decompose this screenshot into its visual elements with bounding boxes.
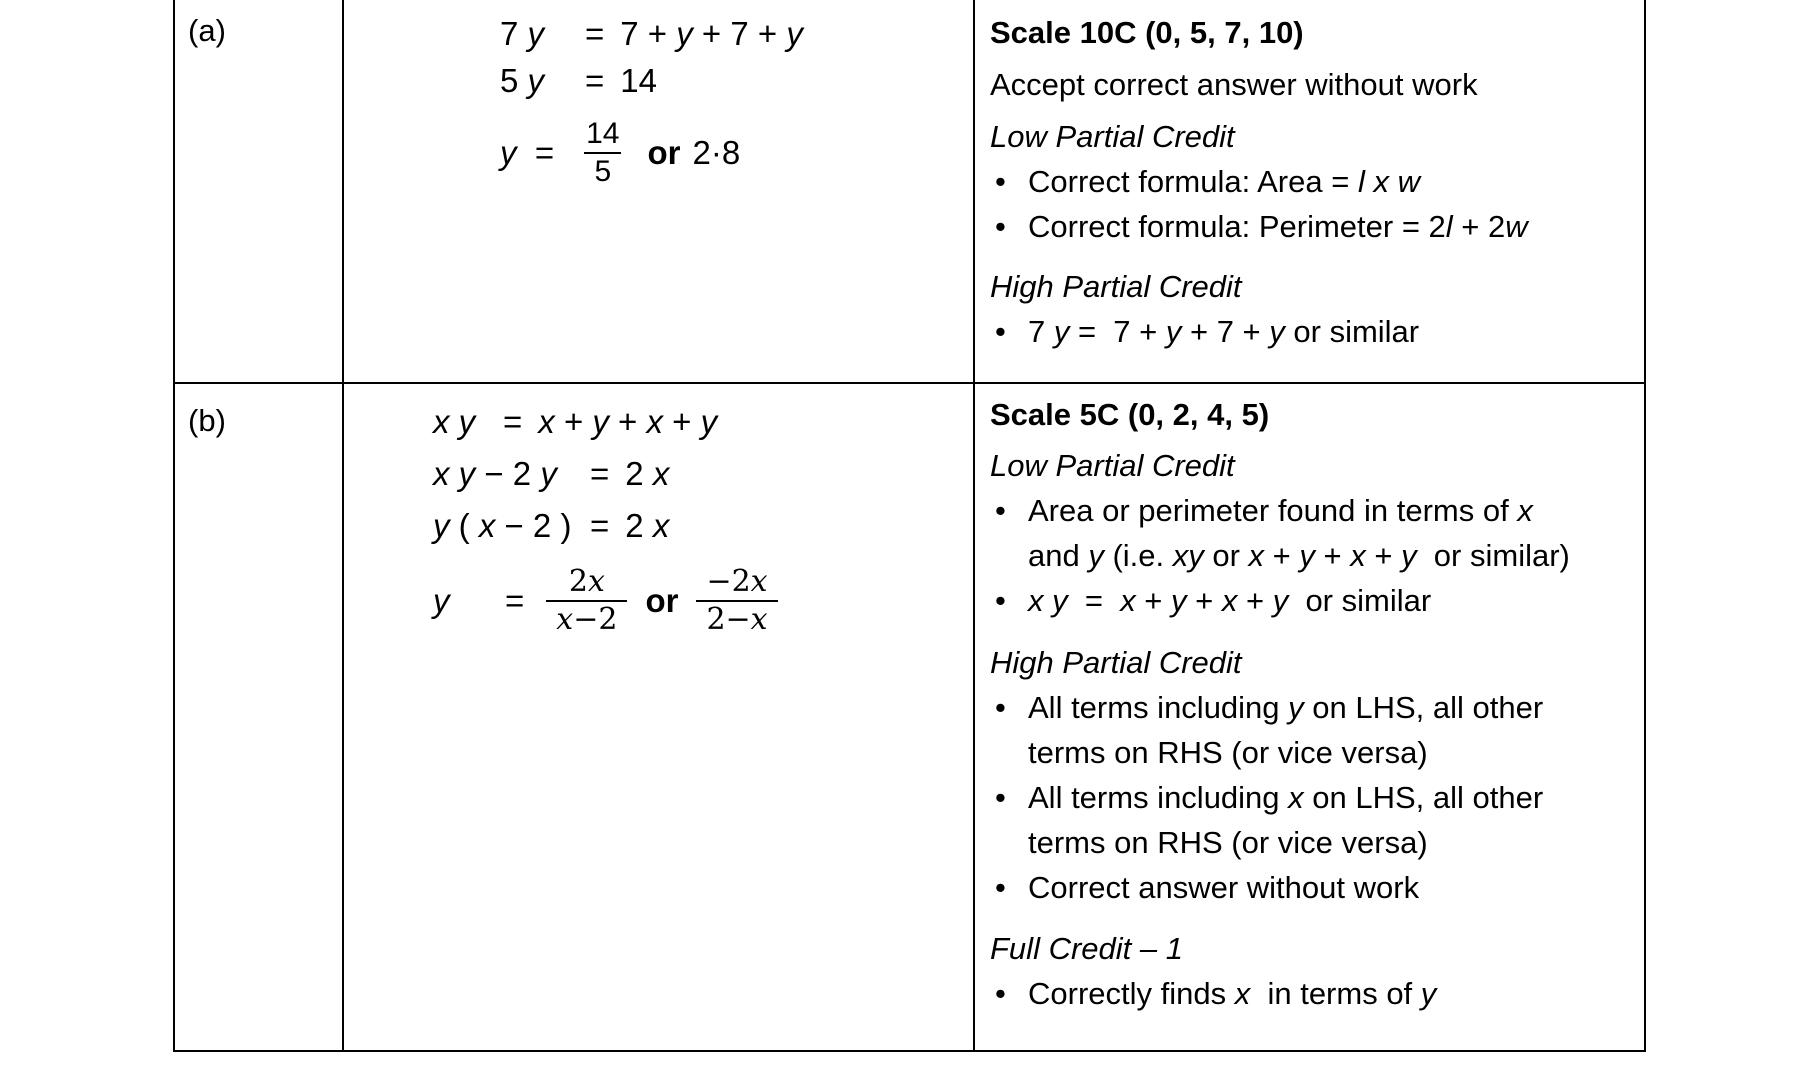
text-segment: y <box>1401 538 1417 573</box>
accept-note: Accept correct answer without work <box>990 67 1478 102</box>
equation-lhs <box>500 10 585 57</box>
text-segment: 2− <box>706 602 751 637</box>
low-partial-credit-heading: Low Partial Credit <box>990 119 1235 154</box>
text-segment: + <box>1365 538 1402 573</box>
text-segment <box>450 403 459 440</box>
equation-rhs <box>620 10 803 57</box>
text-segment: y <box>1420 976 1437 1011</box>
equation-a-1 <box>500 10 803 57</box>
text-segment: x <box>652 507 670 544</box>
equation-lhs <box>500 134 535 172</box>
fraction-denominator <box>696 600 777 638</box>
bullet-text <box>1028 159 1590 204</box>
text-segment <box>1389 164 1398 199</box>
bullet-item <box>990 971 1590 1016</box>
bullet-icon: • <box>995 780 1006 815</box>
text-segment: y <box>1299 538 1315 573</box>
text-segment: All terms including <box>1028 690 1289 725</box>
text-segment <box>450 455 459 492</box>
text-segment: y <box>433 582 450 619</box>
text-segment: y <box>1171 583 1187 618</box>
equation-rhs <box>620 57 657 104</box>
text-segment: y <box>458 455 476 492</box>
bullet-item <box>990 159 1590 204</box>
text-segment: + <box>1237 583 1273 618</box>
equation-rhs <box>538 396 717 448</box>
bullet-icon: • <box>995 690 1006 725</box>
text-segment: x <box>538 403 555 440</box>
bullet-item <box>990 775 1590 865</box>
bullet-text <box>1028 204 1590 249</box>
table-left-border <box>173 0 175 1052</box>
text-segment: y <box>1288 690 1304 725</box>
text-segment: on LHS, all other terms on RHS (or vice versa) <box>1028 780 1552 860</box>
fraction <box>696 564 777 638</box>
decimal-answer <box>693 134 741 172</box>
text-segment: x <box>1028 583 1044 618</box>
text-segment: y <box>500 134 517 171</box>
text-segment: and <box>1028 493 1542 573</box>
equation-rhs <box>625 448 669 500</box>
text-segment: x <box>1120 583 1136 618</box>
equation-b-1 <box>433 396 784 448</box>
bullet-item <box>990 488 1590 578</box>
fraction-numerator <box>559 564 615 600</box>
equation-a-2 <box>500 57 803 104</box>
text-segment: y <box>540 455 557 492</box>
bullet-icon: • <box>995 164 1006 199</box>
text-segment: + <box>608 403 647 440</box>
equation-b-4 <box>433 564 784 638</box>
text-segment: x <box>587 564 605 599</box>
text-segment: (i.e. <box>1103 538 1173 573</box>
table-bottom-border <box>173 1050 1646 1052</box>
text-segment: y <box>786 15 803 52</box>
text-segment: 2·8 <box>692 134 741 171</box>
fraction-denominator <box>584 152 621 190</box>
text-segment: 7 + <box>620 15 677 52</box>
fraction <box>576 116 629 190</box>
text-segment: 2 <box>568 564 588 599</box>
bullet-item <box>990 309 1590 354</box>
or-word: or <box>647 134 681 171</box>
text-segment <box>517 134 535 171</box>
bullet-text <box>1028 488 1590 578</box>
equals-sign: = <box>534 134 555 171</box>
text-segment: x <box>750 564 768 599</box>
text-segment: x <box>1221 583 1238 618</box>
equation-lhs <box>433 396 503 448</box>
text-segment: x <box>1248 538 1265 573</box>
equals-sign: = <box>590 455 610 492</box>
work-cell-b <box>433 396 784 638</box>
equation-lhs <box>433 500 590 552</box>
equation-b-2 <box>433 448 784 500</box>
bullet-item <box>990 578 1590 623</box>
bullet-item <box>990 865 1590 910</box>
bullet-text <box>1028 865 1590 910</box>
work-cell-a <box>500 10 803 190</box>
equals-sign: = <box>585 62 605 99</box>
text-segment: = <box>1067 583 1121 618</box>
text-segment <box>1044 583 1053 618</box>
bullet-text <box>1028 685 1590 775</box>
text-segment: Area or perimeter found in terms of <box>1028 493 1518 528</box>
bullet-icon: • <box>995 870 1006 905</box>
table-column-divider-2 <box>973 0 975 1052</box>
text-segment: + <box>1314 538 1351 573</box>
text-segment: 14 <box>586 117 620 150</box>
scale-heading: Scale 5C (0, 2, 4, 5) <box>990 397 1270 432</box>
text-segment: w <box>1397 164 1420 199</box>
text-segment: y <box>458 403 476 440</box>
low-partial-credit-heading: Low Partial Credit <box>990 448 1235 483</box>
equals-sign: = <box>585 15 605 52</box>
text-segment: or <box>1203 538 1249 573</box>
text-segment: 5 <box>500 62 528 99</box>
text-segment: on LHS, all other terms on RHS (or vice versa) <box>1028 690 1552 770</box>
text-segment: + <box>1264 538 1300 573</box>
text-segment: y <box>1269 314 1285 349</box>
or-word: or <box>645 582 679 619</box>
text-segment: ( <box>449 507 479 544</box>
text-segment: x <box>433 455 450 492</box>
text-segment: −2 <box>573 602 618 637</box>
scale-heading: Scale 10C (0, 5, 7, 10) <box>990 15 1304 50</box>
text-segment: − 2 ) <box>495 507 572 544</box>
bullet-icon: • <box>995 314 1006 349</box>
bullet-icon: • <box>995 976 1006 1011</box>
notes-cell-b <box>990 392 1590 1016</box>
text-segment: x <box>1350 538 1366 573</box>
text-segment: x <box>1373 164 1389 199</box>
equation-lhs <box>433 448 590 500</box>
equals-sign: = <box>590 507 610 544</box>
bullet-text <box>1028 309 1590 354</box>
text-segment: x <box>646 403 663 440</box>
text-segment: + 7 + <box>1181 314 1270 349</box>
bullet-icon: • <box>995 209 1006 244</box>
fraction-numerator <box>696 564 777 600</box>
text-segment: 5 <box>594 155 612 188</box>
notes-cell-a <box>990 10 1590 354</box>
text-segment: y <box>1052 583 1068 618</box>
text-segment: Correct answer without work <box>1028 870 1420 905</box>
text-segment: l <box>1357 164 1365 199</box>
text-segment: 7 <box>500 15 528 52</box>
text-segment: + <box>663 403 701 440</box>
text-segment: + 2 <box>1452 209 1506 244</box>
bullet-text <box>1028 775 1590 865</box>
text-segment: 2 <box>625 507 653 544</box>
text-segment: −2 <box>706 564 751 599</box>
text-segment: 14 <box>620 62 657 99</box>
text-segment: + <box>554 403 593 440</box>
text-segment: + <box>1135 583 1172 618</box>
text-segment: or similar <box>1284 314 1420 349</box>
text-segment: y <box>527 15 545 52</box>
text-segment: 2 <box>625 455 653 492</box>
bullet-text <box>1028 578 1590 623</box>
text-segment: 7 <box>1028 314 1054 349</box>
text-segment: y <box>527 62 545 99</box>
fraction <box>546 564 627 638</box>
text-segment: y <box>1088 538 1104 573</box>
text-segment: x <box>1234 976 1251 1011</box>
text-segment: x <box>433 403 450 440</box>
text-segment: Correctly finds <box>1028 976 1235 1011</box>
text-segment: in terms of <box>1250 976 1421 1011</box>
text-segment: − 2 <box>475 455 541 492</box>
table-column-divider-1 <box>342 0 344 1052</box>
bullet-icon: • <box>995 583 1006 618</box>
text-segment: y <box>1165 314 1182 349</box>
text-segment: y <box>592 403 609 440</box>
text-segment: y <box>1053 314 1070 349</box>
equals-sign: = <box>503 403 523 440</box>
text-segment: + 7 + <box>692 15 787 52</box>
text-segment: xy <box>1172 538 1204 573</box>
table-row-divider <box>173 382 1646 384</box>
equation-lhs <box>500 57 585 104</box>
bullet-icon: • <box>995 493 1006 528</box>
text-segment: x <box>478 507 496 544</box>
fraction-numerator <box>576 116 629 152</box>
text-segment: y <box>433 507 450 544</box>
part-label-a: (a) <box>188 13 226 48</box>
bullet-item <box>990 204 1590 249</box>
equation-lhs <box>433 582 505 620</box>
text-segment: y <box>676 15 693 52</box>
text-segment: x <box>750 602 768 637</box>
text-segment: + <box>1186 583 1222 618</box>
table-right-border <box>1644 0 1646 1052</box>
text-segment: y <box>1272 583 1289 618</box>
part-label-b: (b) <box>188 403 226 438</box>
text-segment: x <box>1517 493 1533 528</box>
equation-a-3 <box>500 116 803 190</box>
high-partial-credit-heading: High Partial Credit <box>990 645 1242 680</box>
equals-sign: = <box>505 582 525 619</box>
fraction-denominator <box>546 600 627 638</box>
text-segment: x <box>556 602 574 637</box>
text-segment: x <box>1288 780 1304 815</box>
text-segment: or similar <box>1288 583 1432 618</box>
high-partial-credit-heading: High Partial Credit <box>990 269 1242 304</box>
full-credit-heading: Full Credit – 1 <box>990 931 1183 966</box>
text-segment: Correct formula: Perimeter = 2 <box>1028 209 1446 244</box>
text-segment: Correct formula: Area = <box>1028 164 1358 199</box>
text-segment: w <box>1505 209 1528 244</box>
equation-rhs <box>625 500 669 552</box>
equation-b-3 <box>433 500 784 552</box>
text-segment: = 7 + <box>1069 314 1166 349</box>
text-segment: x <box>652 455 670 492</box>
text-segment: l <box>1445 209 1453 244</box>
bullet-item <box>990 685 1590 775</box>
text-segment: y <box>700 403 718 440</box>
text-segment: or similar) <box>1416 538 1570 573</box>
bullet-text <box>1028 971 1590 1016</box>
text-segment: All terms including <box>1028 780 1289 815</box>
